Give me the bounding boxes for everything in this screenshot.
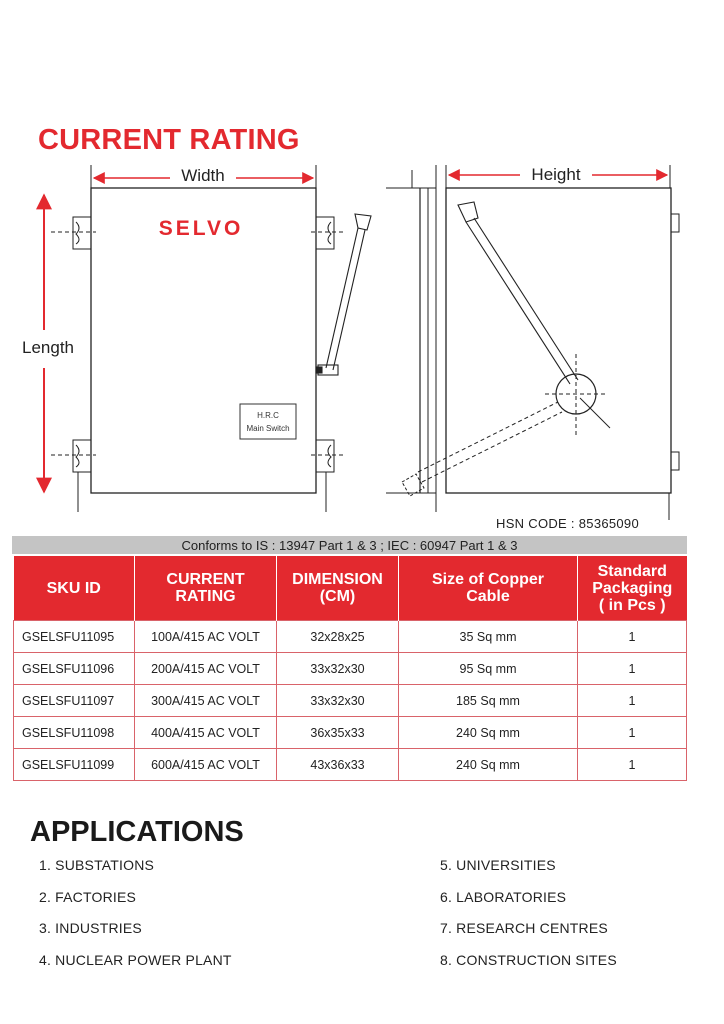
- sku-cell: GSELSFU11099: [14, 749, 135, 781]
- sku-cell: GSELSFU11096: [14, 653, 135, 685]
- table-row: [14, 749, 687, 781]
- cable-cell: 185 Sq mm: [399, 685, 578, 717]
- side-view: [386, 165, 436, 512]
- header-current-rating: CURRENT RATING: [135, 556, 277, 621]
- list-item: 4. NUCLEAR POWER PLANT: [39, 951, 232, 968]
- header-packaging: Standard Packaging ( in Pcs ): [578, 556, 687, 621]
- list-item: 3. INDUSTRIES: [39, 920, 142, 936]
- table-header-row: [14, 556, 687, 621]
- table-row: [14, 685, 687, 717]
- dimension-cell: 33x32x30: [277, 685, 399, 717]
- header-sku-id: SKU ID: [14, 556, 135, 621]
- brand-logo: SELVO: [158, 217, 244, 240]
- page-title: CURRENT RATING: [38, 124, 300, 156]
- table-row: [14, 717, 687, 749]
- cable-cell: 95 Sq mm: [399, 653, 578, 685]
- current-cell: 100A/415 AC VOLT: [135, 621, 277, 653]
- cable-cell: 35 Sq mm: [399, 621, 578, 653]
- sku-cell: GSELSFU11097: [14, 685, 135, 717]
- dimension-cell: 36x35x33: [277, 717, 399, 749]
- dimension-cell: 32x28x25: [277, 621, 399, 653]
- applications-list-left: [39, 856, 232, 982]
- list-item: 7. RESEARCH CENTRES: [440, 920, 608, 936]
- hsn-code: HSN CODE : 85365090: [496, 516, 639, 531]
- handle-icon: [316, 214, 371, 375]
- table-row: [14, 621, 687, 653]
- spec-table: [13, 556, 687, 781]
- conformity-band: Conforms to IS : 13947 Part 1 & 3 ; IEC : 60947 Part 1 & 3: [12, 536, 687, 554]
- list-item: 1. SUBSTATIONS: [39, 857, 155, 873]
- applications-title: APPLICATIONS: [30, 816, 244, 848]
- list-item: 2. FACTORIES: [39, 888, 137, 905]
- current-cell: 300A/415 AC VOLT: [135, 685, 277, 717]
- open-door-view: [402, 188, 679, 520]
- packaging-cell: 1: [578, 717, 687, 749]
- header-dimension: DIMENSION (CM): [277, 556, 399, 621]
- dimension-diagram: [0, 150, 724, 520]
- packaging-cell: 1: [578, 685, 687, 717]
- list-item: 5. UNIVERSITIES: [440, 857, 556, 873]
- packaging-cell: 1: [578, 749, 687, 781]
- dimension-cell: 33x32x30: [277, 653, 399, 685]
- cable-cell: 240 Sq mm: [399, 717, 578, 749]
- current-cell: 200A/415 AC VOLT: [135, 653, 277, 685]
- length-dimension: [22, 195, 74, 492]
- list-item: 6. LABORATORIES: [440, 888, 567, 905]
- nameplate-line1: H.R.C: [257, 411, 279, 420]
- dimension-cell: 43x36x33: [277, 749, 399, 781]
- nameplate-line2: Main Switch: [246, 424, 290, 433]
- cable-cell: 240 Sq mm: [399, 749, 578, 781]
- front-view: [51, 188, 371, 512]
- packaging-cell: 1: [578, 653, 687, 685]
- width-label: Width: [181, 166, 225, 185]
- current-cell: 600A/415 AC VOLT: [135, 749, 277, 781]
- width-dimension: [91, 165, 316, 188]
- packaging-cell: 1: [578, 621, 687, 653]
- list-item: 8. CONSTRUCTION SITES: [440, 951, 617, 968]
- table-row: [14, 653, 687, 685]
- applications-list-right: [440, 856, 617, 982]
- sku-cell: GSELSFU11095: [14, 621, 135, 653]
- height-label: Height: [531, 165, 581, 184]
- length-label: Length: [22, 338, 74, 357]
- height-dimension: [446, 165, 670, 188]
- sku-cell: GSELSFU11098: [14, 717, 135, 749]
- header-copper-cable: Size of Copper Cable: [399, 556, 578, 621]
- current-cell: 400A/415 AC VOLT: [135, 717, 277, 749]
